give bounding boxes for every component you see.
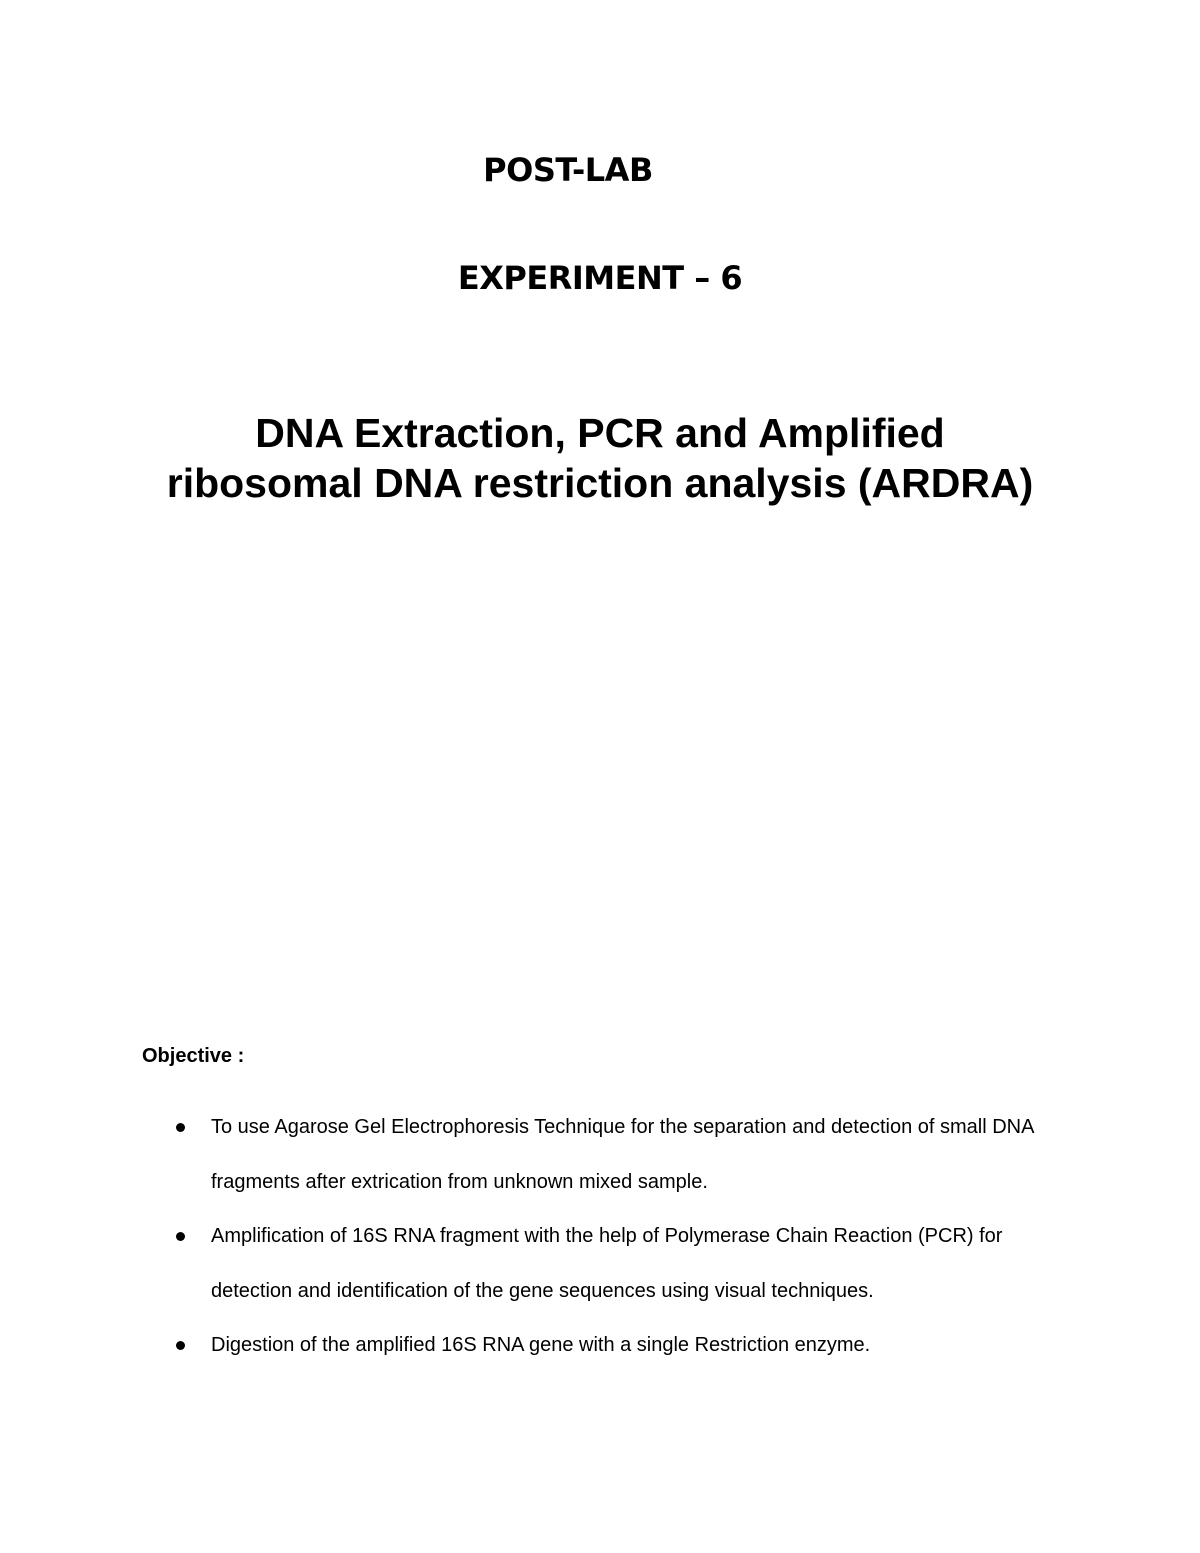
experiment-heading: EXPERIMENT – 6 [457,259,743,297]
document-title-line-1: DNA Extraction, PCR and Amplified [255,410,945,456]
bullet-icon [176,1232,185,1241]
objective-item [0,1209,1051,1318]
objective-text: Digestion of the amplified 16S RNA gene with a single Restriction enzyme. [211,1334,871,1356]
objective-item [0,1100,1051,1209]
objective-text: To use Agarose Gel Electrophoresis Technique for the separation and detection of small DNA fragments after extrication from unknown mixed sample. [211,1116,1034,1193]
objective-text: Amplification of 16S RNA fragment with the help of Polymerase Chain Reaction (PCR) for detection and identification of the gene sequences using visual techniques. [211,1225,1003,1302]
bullet-icon [176,1341,185,1350]
objective-label: Objective : [142,1045,245,1067]
objective-item [0,1318,1051,1373]
objective-list [0,1100,1200,1373]
document-title [0,408,1200,508]
document-title-line-2: ribosomal DNA restriction analysis (ARDRA) [166,460,1034,506]
post-lab-heading: POST-LAB [483,151,653,189]
bullet-icon [176,1123,185,1132]
